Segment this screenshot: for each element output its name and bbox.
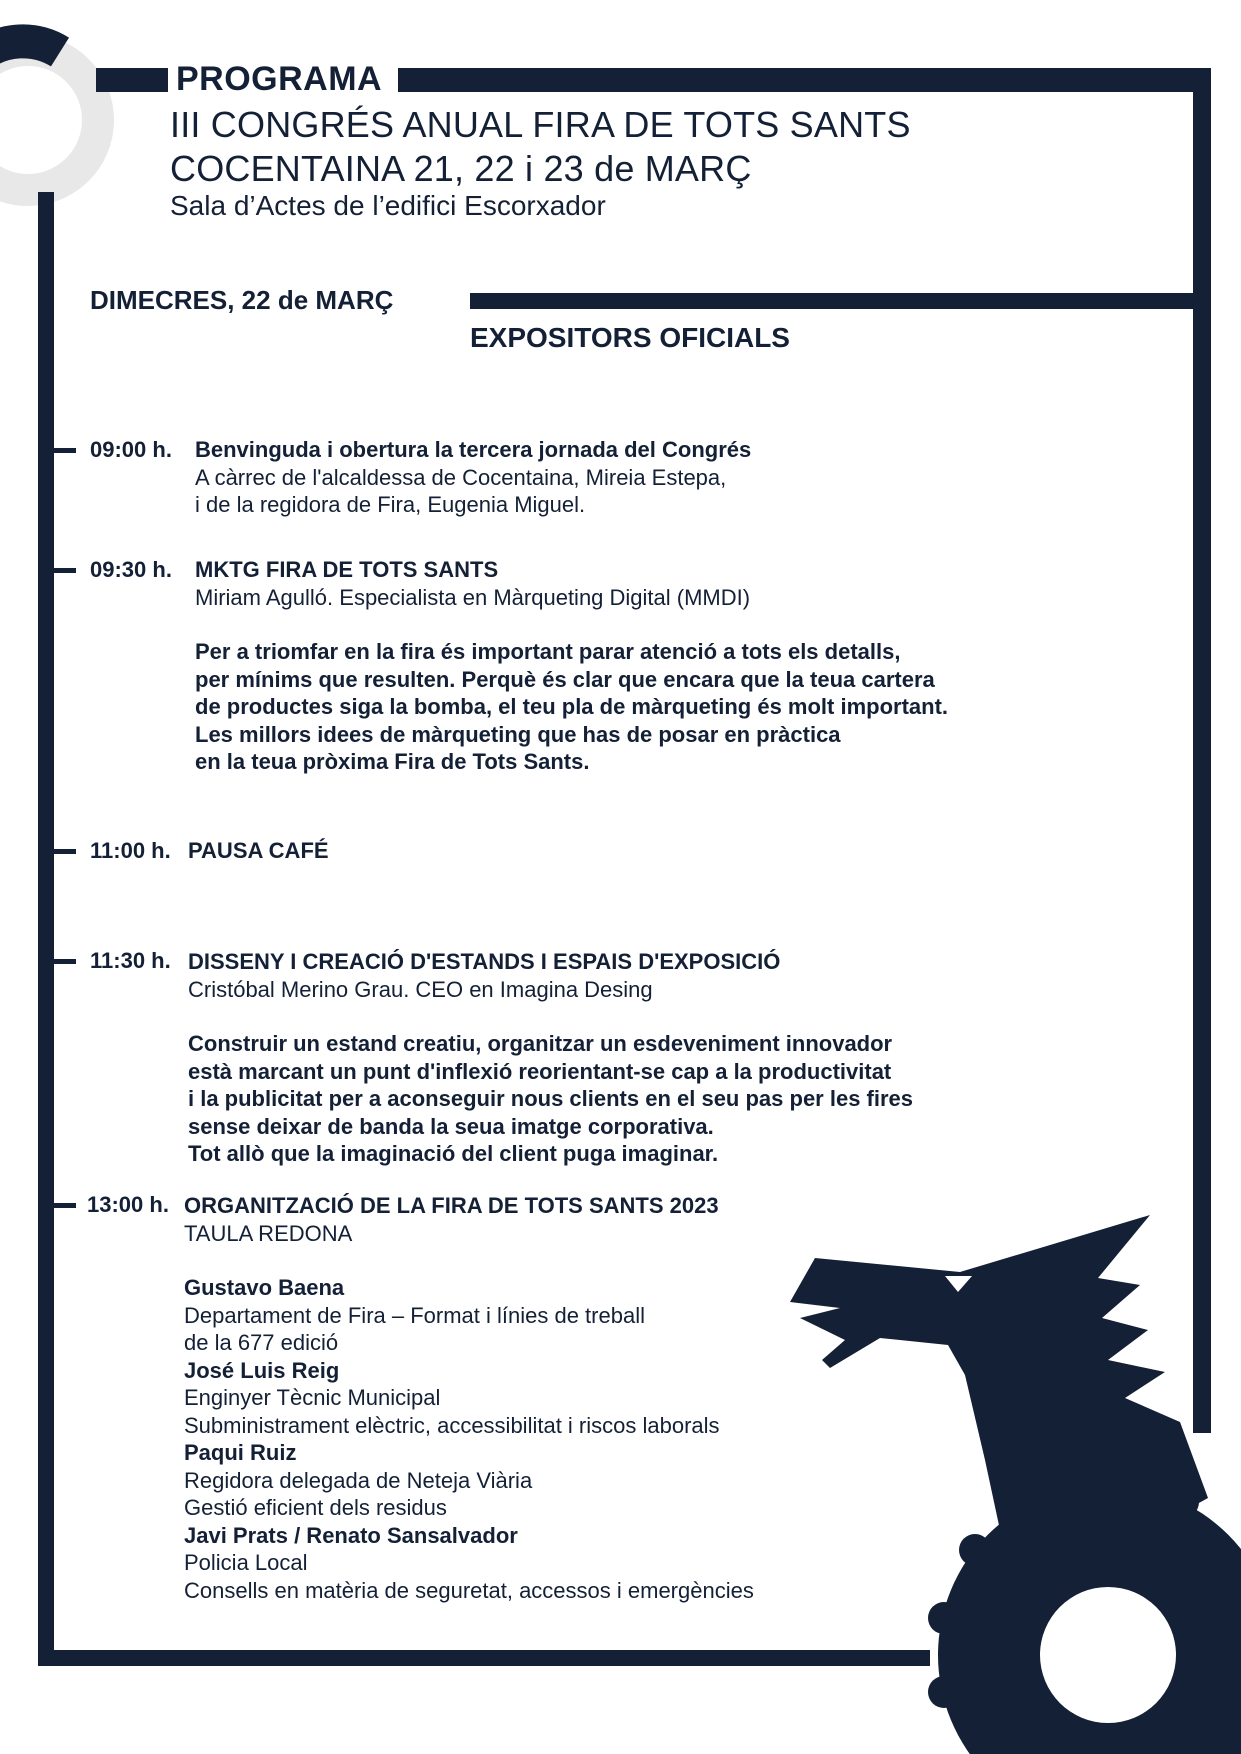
item-description-line: sense deixar de banda la seua imatge corporativa. — [188, 1113, 714, 1139]
day-heading: DIMECRES, 22 de MARÇ — [90, 285, 394, 315]
speaker-name: Gustavo Baena — [184, 1275, 345, 1300]
frame-bottom-bar — [38, 1650, 930, 1666]
frame-top-left-bar — [96, 68, 168, 92]
speaker-line: Regidora delegada de Neteja Viària — [184, 1467, 533, 1493]
congress-title: III CONGRÉS ANUAL FIRA DE TOTS SANTS — [170, 104, 911, 145]
frame-top-right-bar — [398, 68, 1211, 92]
schedule-item — [188, 948, 913, 1168]
venue: Sala d’Actes de l’edifici Escorxador — [170, 190, 606, 221]
item-title: DISSENY I CREACIÓ D'ESTANDS I ESPAIS D'EXPOSICIÓ — [188, 949, 781, 974]
item-title: PAUSA CAFÉ — [188, 838, 329, 863]
speaker-line: Policia Local — [184, 1550, 308, 1575]
dragon-head-emblem — [790, 1215, 1208, 1540]
item-line: A càrrec de l'alcaldessa de Cocentaina, Mireia Estepa, — [195, 464, 727, 490]
timeline-tick — [52, 448, 76, 453]
item-description-line: Tot allò que la imaginació del client puga imaginar. — [188, 1141, 719, 1166]
item-description-line: de productes siga la bomba, el teu pla de màrqueting és molt important. — [195, 694, 949, 719]
speaker-line: Enginyer Tècnic Municipal — [184, 1385, 441, 1410]
cog-wheel-emblem — [928, 1469, 1241, 1754]
item-time: 11:00 h. — [90, 838, 171, 863]
speaker-name: Javi Prats / Renato Sansalvador — [184, 1522, 518, 1548]
speaker-name: Paqui Ruiz — [184, 1440, 297, 1465]
schedule-item — [188, 837, 329, 865]
item-line: i de la regidora de Fira, Eugenia Miguel. — [195, 492, 586, 517]
speaker-line: Subministrament elèctric, accessibilitat i riscos laborals — [184, 1412, 720, 1438]
item-time: 09:00 h. — [90, 437, 172, 462]
schedule-item — [195, 556, 948, 776]
timeline-tick — [52, 959, 76, 964]
item-description-line: per mínims que resulten. Perquè és clar que encara que la teua cartera — [195, 666, 935, 692]
congress-dates: COCENTAINA 21, 22 i 23 de MARÇ — [170, 148, 752, 189]
item-title: MKTG FIRA DE TOTS SANTS — [195, 557, 499, 582]
item-time: 09:30 h. — [90, 557, 172, 582]
timeline-tick — [52, 849, 76, 854]
item-description-line: en la teua pròxima Fira de Tots Sants. — [195, 749, 590, 774]
item-time: 13:00 h. — [87, 1192, 169, 1217]
item-description-line: està marcant un punt d'inflexió reorientant-se cap a la productivitat — [188, 1058, 892, 1084]
item-line: TAULA REDONA — [184, 1220, 353, 1246]
item-description-line: Per a triomfar en la fira és important parar atenció a tots els detalls, — [195, 639, 901, 664]
speaker-name: José Luis Reig — [184, 1357, 340, 1383]
item-line: Cristóbal Merino Grau. CEO en Imagina Desing — [188, 976, 653, 1002]
day-divider-bar — [470, 293, 1194, 309]
frame-right-bar — [1193, 68, 1211, 1433]
speaker-line: de la 677 edició — [184, 1330, 339, 1355]
item-title: Benvinguda i obertura la tercera jornada del Congrés — [195, 437, 752, 462]
schedule-item — [184, 1192, 754, 1604]
item-line: Miriam Agulló. Especialista en Màrqueting Digital (MMDI) — [195, 584, 751, 610]
item-title: ORGANITZACIÓ DE LA FIRA DE TOTS SANTS 2023 — [184, 1193, 719, 1218]
item-description-line: i la publicitat per a aconseguir nous clients en el seu pas per les fires — [188, 1086, 914, 1111]
frame-left-bar — [38, 192, 54, 1666]
speaker-line: Gestió eficient dels residus — [184, 1495, 447, 1520]
item-description-line: Les millors idees de màrqueting que has de posar en pràctica — [195, 721, 841, 747]
timeline-tick — [52, 568, 76, 573]
item-time: 11:30 h. — [90, 948, 171, 973]
section-heading: EXPOSITORS OFICIALS — [470, 322, 790, 353]
schedule-item — [195, 436, 751, 519]
program-label: PROGRAMA — [176, 60, 383, 98]
speaker-line: Departament de Fira – Format i línies de treball — [184, 1302, 645, 1328]
speaker-line: Consells en matèria de seguretat, accessos i emergències — [184, 1577, 754, 1603]
timeline-tick — [52, 1203, 76, 1208]
item-description-line: Construir un estand creatiu, organitzar un esdeveniment innovador — [188, 1031, 893, 1056]
